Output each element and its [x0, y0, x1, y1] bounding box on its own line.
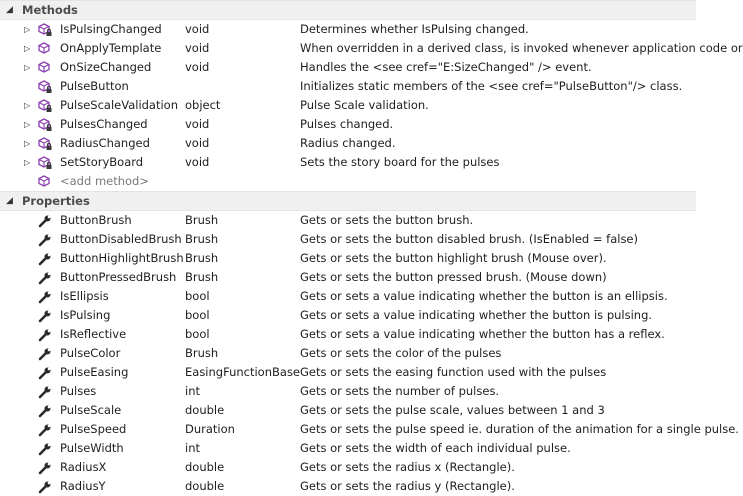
method-name: RadiusChanged: [60, 136, 150, 150]
property-name: PulseScale: [60, 403, 122, 417]
property-type: Brush: [185, 346, 219, 360]
property-name: RadiusX: [60, 460, 107, 474]
wrench-icon: [38, 385, 52, 399]
method-type: void: [185, 117, 210, 131]
wrench-icon: [38, 290, 52, 304]
property-name: ButtonBrush: [60, 213, 132, 227]
property-row[interactable]: [0, 382, 696, 401]
wrench-icon: [38, 461, 52, 475]
property-name: PulseEasing: [60, 365, 129, 379]
wrench-icon: [38, 233, 52, 247]
method-description: Radius changed.: [300, 136, 396, 150]
property-name: PulseWidth: [60, 441, 124, 455]
method-description: Handles the <see cref="E:SizeChanged" /> event.: [300, 60, 592, 74]
property-name: PulseSpeed: [60, 422, 127, 436]
property-type: double: [185, 460, 225, 474]
property-name: Pulses: [60, 384, 97, 398]
method-row[interactable]: [0, 20, 696, 39]
property-name: ButtonDisabledBrush: [60, 232, 182, 246]
property-name: ButtonPressedBrush: [60, 270, 177, 284]
property-description: Gets or sets a value indicating whether the button is an ellipsis.: [300, 289, 668, 303]
method-row[interactable]: [0, 115, 696, 134]
expand-triangle-icon[interactable]: ▷: [24, 25, 31, 34]
method-description: Determines whether IsPulsing changed.: [300, 22, 529, 36]
method-row[interactable]: [0, 96, 696, 115]
wrench-icon: [38, 423, 52, 437]
property-row[interactable]: [0, 458, 696, 477]
property-description: Gets or sets the button pressed brush. (Mouse down): [300, 270, 607, 284]
expand-triangle-icon[interactable]: ▷: [24, 120, 31, 129]
wrench-icon: [38, 366, 52, 380]
property-type: double: [185, 403, 225, 417]
property-description: Gets or sets a value indicating whether the button is pulsing.: [300, 308, 653, 322]
method-description: When overridden in a derived class, is invoked whenever application code or: [300, 41, 743, 55]
property-row[interactable]: [0, 306, 696, 325]
method-icon: [38, 61, 52, 75]
property-type: Brush: [185, 213, 219, 227]
property-row[interactable]: [0, 211, 696, 230]
property-row[interactable]: [0, 477, 696, 496]
method-row[interactable]: [0, 134, 696, 153]
method-name: IsPulsingChanged: [60, 22, 162, 36]
expand-triangle-icon[interactable]: ▷: [24, 63, 31, 72]
wrench-icon: [38, 347, 52, 361]
wrench-icon: [38, 309, 52, 323]
property-type: double: [185, 479, 225, 493]
expand-triangle-icon[interactable]: ▷: [24, 101, 31, 110]
wrench-icon: [38, 252, 52, 266]
property-name: IsEllipsis: [60, 289, 109, 303]
method-description: Pulse Scale validation.: [300, 98, 429, 112]
property-type: int: [185, 441, 200, 455]
locked-method-icon: [38, 99, 52, 113]
locked-method-icon: [38, 118, 52, 132]
method-icon: [38, 42, 52, 56]
property-name: IsPulsing: [60, 308, 111, 322]
method-type: object: [185, 98, 221, 112]
property-name: ButtonHighlightBrush: [60, 251, 184, 265]
property-row[interactable]: [0, 325, 696, 344]
methods-group-title: Methods: [22, 3, 78, 17]
methods-list: [0, 20, 743, 191]
properties-group-header[interactable]: [0, 191, 696, 211]
method-description: Initializes static members of the <see cref="PulseButton"/> class.: [300, 79, 683, 93]
property-type: int: [185, 384, 200, 398]
property-row[interactable]: [0, 420, 739, 439]
property-type: bool: [185, 308, 210, 322]
method-type: void: [185, 60, 210, 74]
property-description: Gets or sets the radius x (Rectangle).: [300, 460, 515, 474]
method-type: void: [185, 136, 210, 150]
property-type: Brush: [185, 232, 219, 246]
method-row[interactable]: [0, 77, 696, 96]
expand-triangle-icon[interactable]: ▷: [24, 44, 31, 53]
property-description: Gets or sets the easing function used with the pulses: [300, 365, 607, 379]
method-name: PulseButton: [60, 79, 129, 93]
property-description: Gets or sets the pulse speed ie. duration of the animation for a single pulse.: [300, 422, 739, 436]
locked-method-icon: [38, 156, 52, 170]
property-row[interactable]: [0, 287, 696, 306]
property-type: Duration: [185, 422, 235, 436]
property-description: Gets or sets the pulse scale, values between 1 and 3: [300, 403, 605, 417]
wrench-icon: [38, 404, 52, 418]
locked-method-icon: [38, 23, 52, 37]
add-method-row[interactable]: [0, 172, 696, 191]
method-row[interactable]: [0, 153, 696, 172]
method-name: PulsesChanged: [60, 117, 148, 131]
property-row[interactable]: [0, 268, 696, 287]
property-description: Gets or sets the button highlight brush (Mouse over).: [300, 251, 607, 265]
expand-triangle-icon[interactable]: ▷: [24, 139, 31, 148]
method-row[interactable]: [0, 58, 696, 77]
method-description: Pulses changed.: [300, 117, 394, 131]
property-description: Gets or sets the width of each individual pulse.: [300, 441, 571, 455]
property-description: Gets or sets a value indicating whether the button has a reflex.: [300, 327, 665, 341]
method-type: void: [185, 155, 210, 169]
property-row[interactable]: [0, 230, 696, 249]
property-type: bool: [185, 327, 210, 341]
method-name: OnApplyTemplate: [60, 41, 162, 55]
properties-list: [0, 211, 739, 496]
collapse-caret-icon[interactable]: ◢: [6, 196, 13, 206]
method-name: PulseScaleValidation: [60, 98, 179, 112]
method-type: void: [185, 41, 210, 55]
method-description: Sets the story board for the pulses: [300, 155, 500, 169]
wrench-icon: [38, 480, 52, 494]
method-name: SetStoryBoard: [60, 155, 144, 169]
property-type: Brush: [185, 251, 219, 265]
property-description: Gets or sets the button disabled brush. (IsEnabled = false): [300, 232, 638, 246]
method-name: OnSizeChanged: [60, 60, 152, 74]
property-row[interactable]: [0, 401, 696, 420]
method-type: void: [185, 22, 210, 36]
wrench-icon: [38, 214, 52, 228]
property-description: Gets or sets the color of the pulses: [300, 346, 502, 360]
methods-group-header[interactable]: [0, 0, 696, 20]
property-name: RadiusY: [60, 479, 106, 493]
property-row[interactable]: [0, 249, 696, 268]
locked-method-icon: [38, 137, 52, 151]
wrench-icon: [38, 328, 52, 342]
property-description: Gets or sets the number of pulses.: [300, 384, 500, 398]
expand-triangle-icon[interactable]: ▷: [24, 158, 31, 167]
property-row[interactable]: [0, 363, 696, 382]
property-description: Gets or sets the radius y (Rectangle).: [300, 479, 515, 493]
property-name: PulseColor: [60, 346, 121, 360]
property-description: Gets or sets the button brush.: [300, 213, 474, 227]
wrench-icon: [38, 271, 52, 285]
add-method-label: <add method>: [60, 174, 149, 188]
property-row[interactable]: [0, 439, 696, 458]
property-type: EasingFunctionBase: [185, 365, 301, 379]
method-row[interactable]: [0, 39, 743, 58]
property-type: bool: [185, 289, 210, 303]
wrench-icon: [38, 442, 52, 456]
method-icon: [38, 175, 52, 189]
property-type: Brush: [185, 270, 219, 284]
properties-group-title: Properties: [22, 194, 90, 208]
collapse-caret-icon[interactable]: ◢: [6, 5, 13, 15]
property-name: IsReflective: [60, 327, 127, 341]
locked-method-icon: [38, 80, 52, 94]
property-row[interactable]: [0, 344, 696, 363]
